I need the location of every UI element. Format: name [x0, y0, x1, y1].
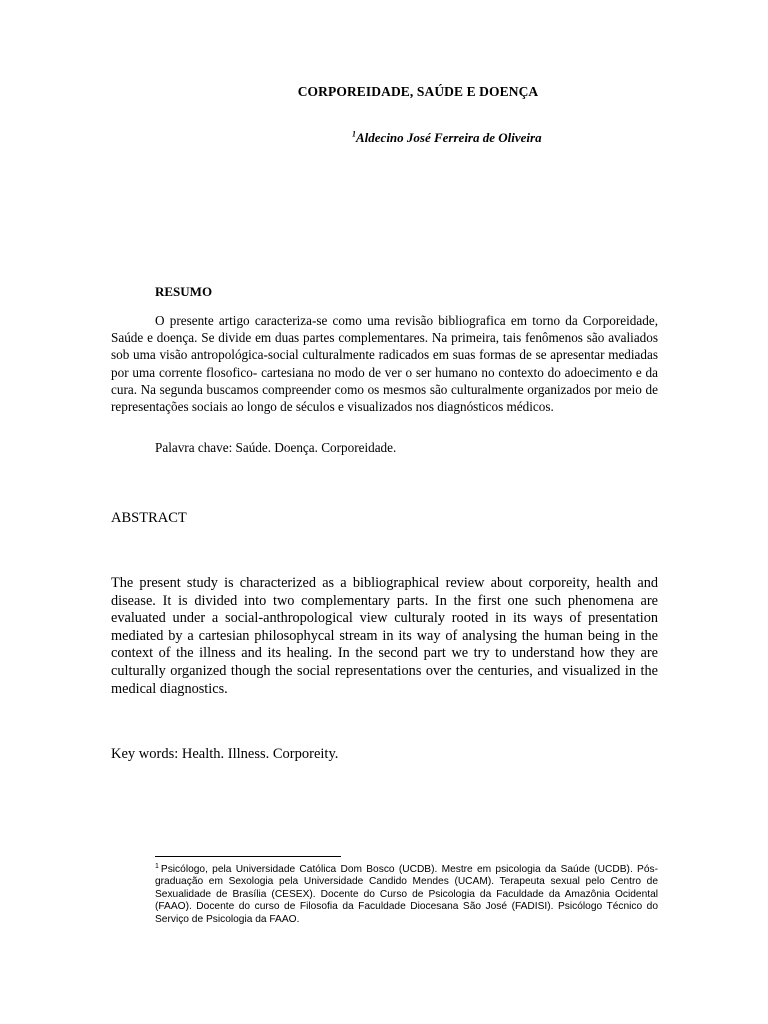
abstract-heading: ABSTRACT — [111, 510, 187, 526]
author-name: Aldecino José Ferreira de Oliveira — [356, 130, 542, 145]
abstract-paragraph: The present study is characterized as a bibliographical review about corporeity, health and disease. It is divided into two complementary parts. In the first one such phenomena are evaluated under a social-anthropological view culturaly rooted in its ways of presentation mediated by a cartesian philosophycal stream in its way of analysing the human being in the context of the illness and its healing. In the second part we try to understand how they are culturally organized though the social representations over the centuries, and visualized in the medical diagnostics. — [111, 575, 658, 697]
resumo-heading: RESUMO — [155, 284, 213, 299]
footnote-divider — [155, 856, 341, 857]
resumo-keywords: Palavra chave: Saúde. Doença. Corporeidade. — [155, 440, 397, 455]
author-line — [352, 130, 542, 146]
footnote — [155, 864, 658, 926]
paper-title: CORPOREIDADE, SAÚDE E DOENÇA — [297, 84, 539, 99]
resumo-paragraph: O presente artigo caracteriza-se como uma revisão bibliografica em torno da Corporeidade, Saúde e doença. Se divide em duas partes complementares. Na primeira, tais fenômenos são avaliados sob uma visão antropológica-social culturalmente radicados em suas formas de se apresentar mediadas por uma corrente flosofico- cartesiana no modo de ver o ser humano no contexto do adoecimento e da cura. Na segunda buscamos compreender como os mesmos são culturalmente organizados por meio de representações sociais ao longo de séculos e visualizados nos diagnósticos médicos. — [111, 313, 658, 415]
abstract-keywords: Key words: Health. Illness. Corporeity. — [111, 746, 339, 762]
footnote-text: Psicólogo, pela Universidade Católica Dom Bosco (UCDB). Mestre em psicologia da Saúde (UCDB). Pós-graduação em Sexologia pela Universidade Candido Mendes (UCAM). Terapeuta sexual pelo Centro de Sexualidade de Brasília (CESEX). Docente do Curso de Psicologia da Faculdade da Amazônia Ocidental (FAAO). Docente do curso de Filosofia da Faculdade Diocesana São José (FADISI). Psicólogo Técnico do Serviço de Psicologia da FAAO. — [155, 864, 658, 925]
author-footnote-marker: 1 — [352, 129, 356, 139]
footnote-marker: 1 — [155, 862, 159, 870]
